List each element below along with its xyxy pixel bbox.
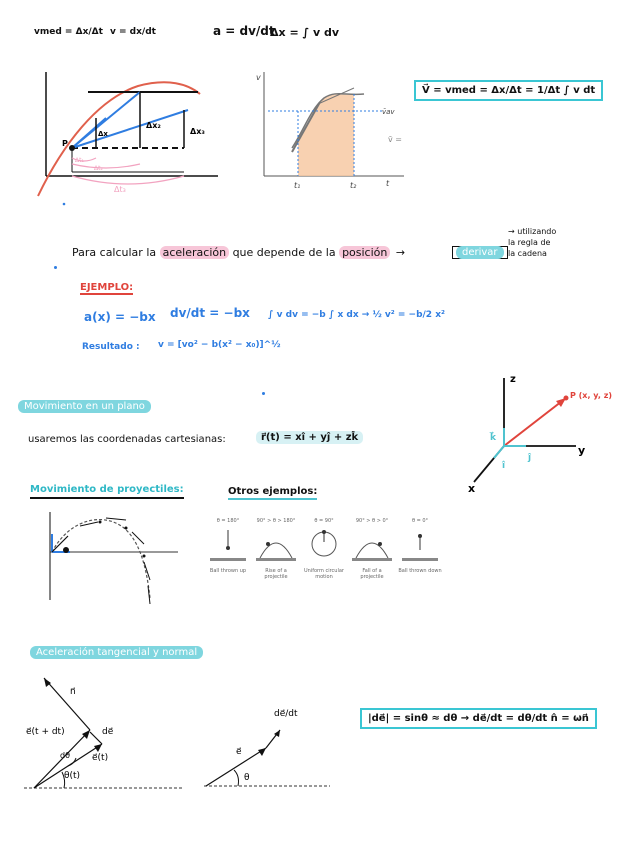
axis-z-label: z: [510, 374, 516, 385]
example-ball-up: [206, 518, 250, 574]
axis-y-label: y: [578, 444, 586, 457]
example-diagram: [254, 524, 298, 564]
t-label: t: [386, 179, 390, 188]
example-angle: θ = 0°: [411, 518, 429, 524]
chain-rule-note: → utilizando la regla de la cadena: [508, 227, 557, 258]
position-vector-formula: r⃗(t) = xî + yĵ + zk̂: [256, 431, 363, 444]
example-angle: θ = 90°: [314, 518, 334, 524]
projectile-trajectory: [40, 506, 180, 612]
t1-label: t₁: [294, 181, 301, 190]
derivar-label: derivar: [456, 246, 504, 259]
dx2-label: Δx₂: [146, 121, 161, 130]
vav-label: v̄av: [382, 108, 395, 116]
j-unit-label: ĵ: [528, 453, 532, 463]
secant-graph: [28, 64, 228, 214]
ejemplo-eq1: a(x) = −bx: [84, 310, 156, 324]
v-formula: v = dx/dt: [110, 27, 156, 37]
e-t-label: e⃗(t): [92, 753, 109, 763]
example-angle: 90° > θ > 0°: [355, 518, 389, 524]
plano-heading: Movimiento en un plano: [18, 400, 151, 413]
ejemplo-title: EJEMPLO:: [80, 282, 134, 293]
proyectiles-heading: Movimiento de proyectiles:: [30, 484, 184, 499]
example-diagram: [206, 524, 250, 564]
example-angle: θ = 180°: [216, 518, 240, 524]
a-formula: a = dv/dt: [213, 24, 275, 38]
theta-label: θ: [244, 773, 250, 783]
examples-row: [206, 518, 446, 588]
tangencial-heading: Aceleración tangencial y normal: [30, 646, 203, 659]
cartesian-axes: [458, 370, 618, 500]
vbar-label: v̄ =: [388, 135, 402, 144]
axis-x-label: x: [468, 482, 476, 495]
example-caption: Fall of a projectile: [360, 568, 384, 580]
dt2-label: Δt₂: [94, 165, 103, 172]
aceleracion-highlight: aceleración: [160, 246, 229, 259]
posicion-highlight: posición: [339, 246, 390, 259]
avg-velocity-box: V⃗ = vmed = Δx/Δt = 1/Δt ∫ v dt: [414, 80, 603, 101]
accel-mid: que depende de la: [232, 246, 336, 259]
derivative-diagram: [204, 700, 334, 796]
accel-pre: Para calcular la: [72, 246, 157, 259]
de-label: de⃗: [102, 727, 114, 737]
otros-heading: Otros ejemplos:: [228, 486, 317, 500]
example-diagram: [350, 524, 394, 564]
point-p-label: P: [62, 139, 68, 148]
v-axis-label: v: [256, 73, 261, 82]
dt3-label: Δt₃: [114, 185, 126, 194]
de-dt-label: de⃗/dt: [274, 709, 298, 719]
dt1-label: Δt₁: [75, 157, 84, 164]
example-caption: Ball thrown up: [209, 568, 247, 574]
example-angle: 90° > θ > 180°: [256, 518, 296, 524]
note-line3: la cadena: [508, 249, 547, 258]
example-caption: Uniform circular motion: [304, 568, 344, 580]
example-ball-down: [398, 518, 442, 574]
t2-label: t₂: [350, 181, 357, 190]
example-circular: [302, 518, 346, 580]
example-rise-projectile: [254, 518, 298, 580]
example-fall-projectile: [350, 518, 394, 580]
ejemplo-eq3: ∫ v dv = −b ∫ x dx → ½ v² = −b/2 x²: [268, 310, 445, 320]
note-line1: utilizando: [517, 227, 557, 236]
example-diagram: [302, 524, 346, 564]
resultado-formula: v = [vo² − b(x² − x₀)]^½: [158, 340, 281, 350]
e-t-dt-label: e⃗(t + dt): [26, 727, 65, 737]
example-caption: Ball thrown down: [398, 568, 442, 574]
dx3-label: Δx₃: [190, 127, 205, 136]
derivar-box: [452, 246, 508, 259]
i-unit-label: î: [502, 461, 506, 471]
plano-text: usaremos las coordenadas cartesianas:: [28, 434, 226, 445]
velocity-area-graph: [254, 66, 414, 196]
resultado-label: Resultado :: [82, 342, 140, 352]
point-p-xyz: P (x, y, z): [570, 391, 613, 400]
dx1-label: Δx: [98, 130, 108, 138]
k-unit-label: k⃗: [490, 433, 496, 443]
e-vector-label: e⃗: [236, 747, 242, 757]
accel-sentence: Para calcular la aceleración que depende de la posición →: [72, 246, 406, 259]
example-diagram: [398, 524, 442, 564]
example-caption: Rise of a projectile: [264, 568, 288, 580]
note-line2: la regla de: [508, 238, 551, 247]
dtheta-label: dθ: [60, 751, 70, 760]
vmed-formula: vmed = Δx/Δt: [34, 27, 103, 37]
dx-integral: Δx = ∫ v dv: [270, 26, 340, 39]
theta-t-label: θ(t): [64, 771, 81, 781]
ejemplo-eq2: dv/dt = −bx: [170, 306, 250, 320]
normal-accel-box: |de⃗| = sinθ ≈ dθ → de⃗/dt = dθ/dt n̂ = ωn⃗: [360, 708, 597, 729]
blue-dot: [54, 266, 57, 269]
n-vector-label: n⃗: [70, 687, 76, 697]
blue-dot-2: [262, 392, 265, 395]
unit-vector-diagram: [24, 668, 194, 798]
